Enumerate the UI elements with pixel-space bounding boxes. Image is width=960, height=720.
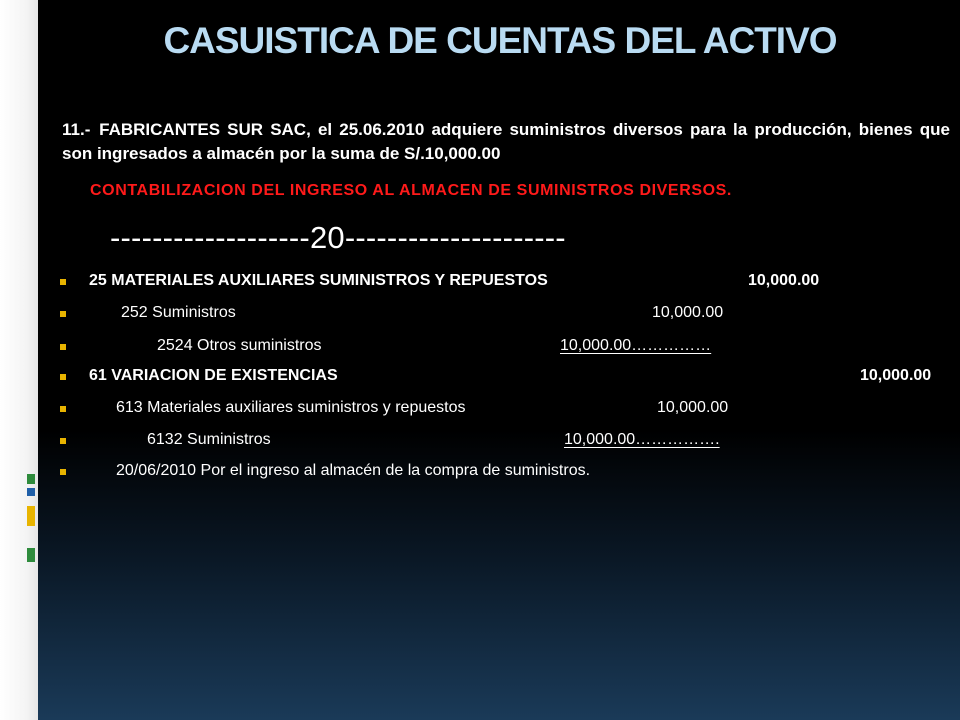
left-sidebar-gradient: [0, 0, 38, 720]
bullet-icon: [60, 406, 66, 412]
bullet-icon: [60, 469, 66, 475]
case-text: FABRICANTES SUR SAC, el 25.06.2010 adquiere suministros diversos para la producción, bienes que son ingresados a almacén por la suma de S/.10,000.00: [62, 120, 950, 163]
account-amount: 10,000.00: [860, 367, 932, 384]
bullet-icon: [60, 344, 66, 350]
bullet-icon: [60, 279, 66, 285]
accent-yellow-block: [27, 506, 35, 526]
account-label: 2524 Otros suministros: [157, 337, 322, 354]
list-item: [60, 304, 950, 326]
bullet-icon: [60, 438, 66, 444]
case-number: 11.-: [62, 120, 91, 139]
list-item: [60, 367, 950, 389]
account-amount: 10,000.00: [657, 399, 729, 416]
entry-description: 20/06/2010 Por el ingreso al almacén de la compra de suministros.: [116, 462, 591, 479]
account-amount: 10,000.00……………: [560, 337, 712, 354]
list-item: [60, 462, 950, 484]
list-item: [60, 337, 950, 359]
left-sidebar-strip: [0, 0, 38, 720]
accent-blue-block: [27, 488, 35, 496]
case-statement: [62, 118, 950, 166]
account-label: 6132 Suministros: [147, 431, 271, 448]
list-item: [60, 399, 950, 421]
bullet-icon: [60, 374, 66, 380]
accent-green-block: [27, 548, 35, 562]
account-label: 252 Suministros: [121, 304, 236, 321]
list-item: [60, 431, 950, 453]
account-label: 61 VARIACION DE EXISTENCIAS: [89, 367, 338, 384]
account-amount: 10,000.00: [652, 304, 724, 321]
account-label: 613 Materiales auxiliares suministros y repuestos: [116, 399, 466, 416]
journal-entry-marker: -------------------20---------------------: [110, 220, 566, 255]
account-amount: 10,000.00: [748, 272, 820, 289]
account-label: 25 MATERIALES AUXILIARES SUMINISTROS Y REPUESTOS: [89, 272, 548, 289]
account-amount: 10,000.00…………….: [564, 431, 720, 448]
slide-title: CASUISTICA DE CUENTAS DEL ACTIVO: [163, 20, 837, 61]
list-item: [60, 272, 950, 294]
bullet-icon: [60, 311, 66, 317]
section-subtitle: CONTABILIZACION DEL INGRESO AL ALMACEN DE SUMINISTROS DIVERSOS.: [90, 182, 732, 199]
accent-green-block: [27, 474, 35, 484]
